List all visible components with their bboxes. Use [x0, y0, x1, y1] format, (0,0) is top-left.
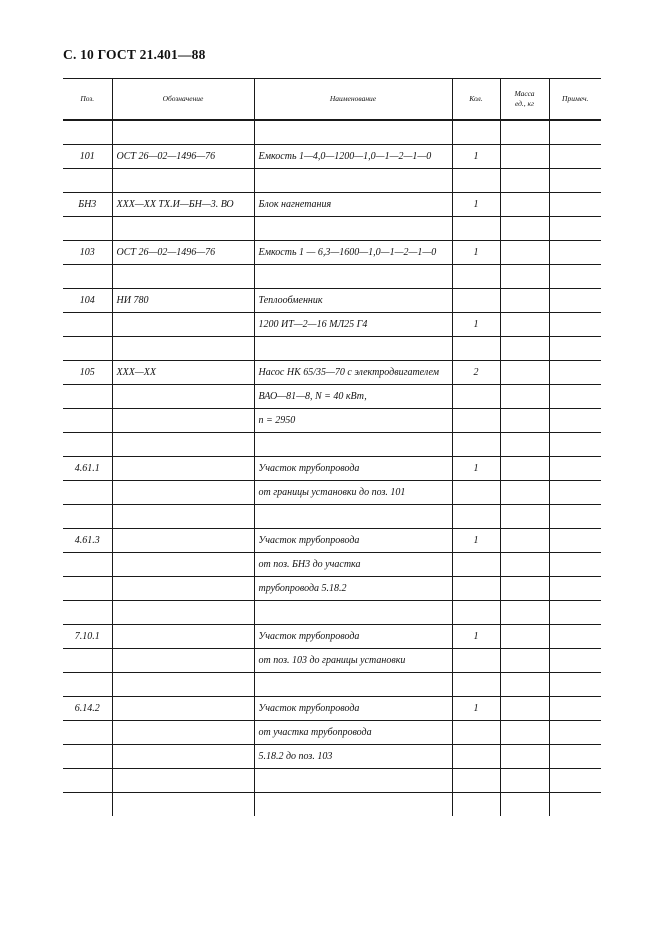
cell-qty [452, 673, 500, 697]
table-row [63, 793, 601, 817]
cell-designation [112, 577, 254, 601]
cell-name [254, 673, 452, 697]
cell-name [254, 433, 452, 457]
table-row [63, 649, 601, 673]
table-row [63, 265, 601, 289]
cell-mass [500, 145, 549, 169]
table-row [63, 217, 601, 241]
cell-qty [452, 217, 500, 241]
cell-pos [63, 769, 112, 793]
cell-pos [63, 745, 112, 769]
cell-designation [112, 217, 254, 241]
cell-pos [63, 265, 112, 289]
cell-name: n = 2950 [254, 409, 452, 433]
cell-mass [500, 769, 549, 793]
cell-mass [500, 625, 549, 649]
table-header-row [63, 79, 601, 121]
table-row [63, 673, 601, 697]
cell-name: Участок трубопровода [254, 625, 452, 649]
cell-mass [500, 673, 549, 697]
cell-name [254, 169, 452, 193]
cell-qty: 1 [452, 241, 500, 265]
cell-pos [63, 673, 112, 697]
cell-qty [452, 433, 500, 457]
cell-designation [112, 457, 254, 481]
cell-designation [112, 337, 254, 361]
table-row [63, 385, 601, 409]
cell-note [549, 457, 601, 481]
cell-mass [500, 745, 549, 769]
cell-pos: 7.10.1 [63, 625, 112, 649]
table-row [63, 505, 601, 529]
cell-note [549, 481, 601, 505]
cell-qty [452, 385, 500, 409]
cell-note [549, 145, 601, 169]
table-row [63, 769, 601, 793]
cell-name: трубопровода 5.18.2 [254, 577, 452, 601]
cell-qty [452, 769, 500, 793]
cell-mass [500, 289, 549, 313]
cell-note [549, 337, 601, 361]
cell-mass [500, 577, 549, 601]
column-header-mass-line1: Масса [514, 89, 535, 98]
table-row [63, 241, 601, 265]
cell-note [549, 505, 601, 529]
table-row [63, 529, 601, 553]
cell-name [254, 505, 452, 529]
cell-qty [452, 289, 500, 313]
cell-pos [63, 313, 112, 337]
column-header-mass-line2: ед., кг [515, 99, 534, 108]
cell-name: Участок трубопровода [254, 697, 452, 721]
table-row [63, 553, 601, 577]
cell-note [549, 745, 601, 769]
cell-note [549, 529, 601, 553]
table-row [63, 721, 601, 745]
cell-mass [500, 217, 549, 241]
cell-pos: БН3 [63, 193, 112, 217]
table-row [63, 433, 601, 457]
cell-note [549, 577, 601, 601]
cell-name: от участка трубопровода [254, 721, 452, 745]
cell-qty [452, 577, 500, 601]
cell-designation: НИ 780 [112, 289, 254, 313]
cell-mass [500, 481, 549, 505]
cell-pos: 101 [63, 145, 112, 169]
table-row [63, 120, 601, 145]
cell-name: Емкость 1—4,0—1200—1,0—1—2—1—0 [254, 145, 452, 169]
cell-pos [63, 433, 112, 457]
cell-designation [112, 769, 254, 793]
table-row [63, 577, 601, 601]
cell-note [549, 193, 601, 217]
table-row [63, 361, 601, 385]
cell-pos [63, 337, 112, 361]
cell-qty: 1 [452, 313, 500, 337]
cell-designation [112, 793, 254, 817]
cell-name: Насос НК 65/35—70 с электродвигателем [254, 361, 452, 385]
cell-mass [500, 361, 549, 385]
cell-qty [452, 481, 500, 505]
cell-qty [452, 505, 500, 529]
cell-mass [500, 409, 549, 433]
cell-pos [63, 601, 112, 625]
cell-qty: 1 [452, 145, 500, 169]
cell-name: ВАО—81—8, N = 40 кВт, [254, 385, 452, 409]
column-header-designation: Обозначение [112, 79, 254, 121]
cell-mass [500, 433, 549, 457]
table-row [63, 145, 601, 169]
cell-mass [500, 793, 549, 817]
cell-designation [112, 120, 254, 145]
cell-mass [500, 457, 549, 481]
table-row [63, 601, 601, 625]
cell-name [254, 217, 452, 241]
cell-mass [500, 601, 549, 625]
cell-qty [452, 553, 500, 577]
cell-note [549, 553, 601, 577]
cell-qty [452, 649, 500, 673]
table-row [63, 193, 601, 217]
cell-pos: 105 [63, 361, 112, 385]
cell-qty [452, 120, 500, 145]
cell-pos [63, 481, 112, 505]
column-header-name: Наименование [254, 79, 452, 121]
cell-note [549, 769, 601, 793]
cell-qty [452, 169, 500, 193]
cell-pos [63, 649, 112, 673]
cell-designation [112, 697, 254, 721]
cell-note [549, 649, 601, 673]
cell-note [549, 385, 601, 409]
table-row [63, 409, 601, 433]
specification-table [63, 78, 601, 816]
cell-qty: 1 [452, 529, 500, 553]
cell-note [549, 673, 601, 697]
cell-pos: 4.61.3 [63, 529, 112, 553]
cell-name: от поз. 103 до границы установки [254, 649, 452, 673]
cell-designation [112, 265, 254, 289]
cell-name: Участок трубопровода [254, 457, 452, 481]
cell-qty [452, 337, 500, 361]
cell-pos [63, 169, 112, 193]
cell-name: от поз. БН3 до участка [254, 553, 452, 577]
cell-qty: 2 [452, 361, 500, 385]
cell-pos [63, 120, 112, 145]
cell-note [549, 313, 601, 337]
column-header-mass [500, 79, 549, 121]
cell-designation [112, 409, 254, 433]
cell-designation [112, 553, 254, 577]
cell-note [549, 289, 601, 313]
table-row [63, 337, 601, 361]
table-row [63, 745, 601, 769]
cell-pos [63, 505, 112, 529]
cell-mass [500, 721, 549, 745]
cell-designation [112, 601, 254, 625]
cell-name: Емкость 1 — 6,3—1600—1,0—1—2—1—0 [254, 241, 452, 265]
cell-name [254, 601, 452, 625]
cell-qty [452, 793, 500, 817]
cell-note [549, 169, 601, 193]
cell-designation [112, 745, 254, 769]
cell-designation [112, 529, 254, 553]
cell-note [549, 721, 601, 745]
table-body [63, 120, 601, 816]
cell-designation: ХХХ—ХХ [112, 361, 254, 385]
cell-pos [63, 385, 112, 409]
cell-name: 5.18.2 до поз. 103 [254, 745, 452, 769]
cell-pos [63, 721, 112, 745]
cell-mass [500, 193, 549, 217]
cell-mass [500, 529, 549, 553]
cell-qty [452, 265, 500, 289]
cell-designation [112, 721, 254, 745]
cell-note [549, 265, 601, 289]
cell-name: от границы установки до поз. 101 [254, 481, 452, 505]
cell-pos: 104 [63, 289, 112, 313]
cell-designation [112, 385, 254, 409]
table-row [63, 481, 601, 505]
cell-mass [500, 169, 549, 193]
cell-pos: 4.61.1 [63, 457, 112, 481]
column-header-pos: Поз. [63, 79, 112, 121]
cell-pos: 6.14.2 [63, 697, 112, 721]
cell-note [549, 241, 601, 265]
cell-designation: ОСТ 26—02—1496—76 [112, 241, 254, 265]
cell-mass [500, 313, 549, 337]
cell-note [549, 697, 601, 721]
cell-mass [500, 385, 549, 409]
cell-note [549, 625, 601, 649]
cell-qty [452, 745, 500, 769]
cell-name [254, 337, 452, 361]
cell-qty [452, 409, 500, 433]
table-row [63, 169, 601, 193]
page-title: С. 10 ГОСТ 21.401—88 [63, 47, 206, 62]
cell-designation: ОСТ 26—02—1496—76 [112, 145, 254, 169]
cell-mass [500, 553, 549, 577]
cell-designation [112, 481, 254, 505]
cell-qty: 1 [452, 193, 500, 217]
cell-designation [112, 673, 254, 697]
column-header-qty: Кол. [452, 79, 500, 121]
cell-name [254, 265, 452, 289]
cell-designation: ХХХ—ХХ ТХ.И—БН—3. ВО [112, 193, 254, 217]
table-row [63, 313, 601, 337]
cell-mass [500, 241, 549, 265]
cell-note [549, 361, 601, 385]
cell-pos [63, 553, 112, 577]
cell-note [549, 217, 601, 241]
cell-qty: 1 [452, 457, 500, 481]
cell-note [549, 120, 601, 145]
cell-mass [500, 337, 549, 361]
table-row [63, 457, 601, 481]
cell-qty: 1 [452, 697, 500, 721]
cell-name: Теплообменник [254, 289, 452, 313]
cell-mass [500, 697, 549, 721]
cell-note [549, 433, 601, 457]
cell-name: Участок трубопровода [254, 529, 452, 553]
table-row [63, 289, 601, 313]
cell-pos [63, 409, 112, 433]
cell-designation [112, 625, 254, 649]
cell-pos [63, 577, 112, 601]
cell-designation [112, 649, 254, 673]
cell-pos: 103 [63, 241, 112, 265]
cell-pos [63, 217, 112, 241]
cell-note [549, 793, 601, 817]
cell-note [549, 601, 601, 625]
cell-mass [500, 649, 549, 673]
cell-designation [112, 313, 254, 337]
table-row [63, 697, 601, 721]
cell-name [254, 769, 452, 793]
cell-pos [63, 793, 112, 817]
column-header-note: Примеч. [549, 79, 601, 121]
cell-name [254, 793, 452, 817]
cell-qty [452, 601, 500, 625]
cell-designation [112, 169, 254, 193]
cell-qty: 1 [452, 625, 500, 649]
cell-designation [112, 433, 254, 457]
cell-note [549, 409, 601, 433]
cell-designation [112, 505, 254, 529]
cell-name: Блок нагнетания [254, 193, 452, 217]
cell-name: 1200 ИТ—2—16 МЛ25 Г4 [254, 313, 452, 337]
cell-mass [500, 265, 549, 289]
cell-mass [500, 120, 549, 145]
cell-name [254, 120, 452, 145]
table-row [63, 625, 601, 649]
cell-qty [452, 721, 500, 745]
cell-mass [500, 505, 549, 529]
